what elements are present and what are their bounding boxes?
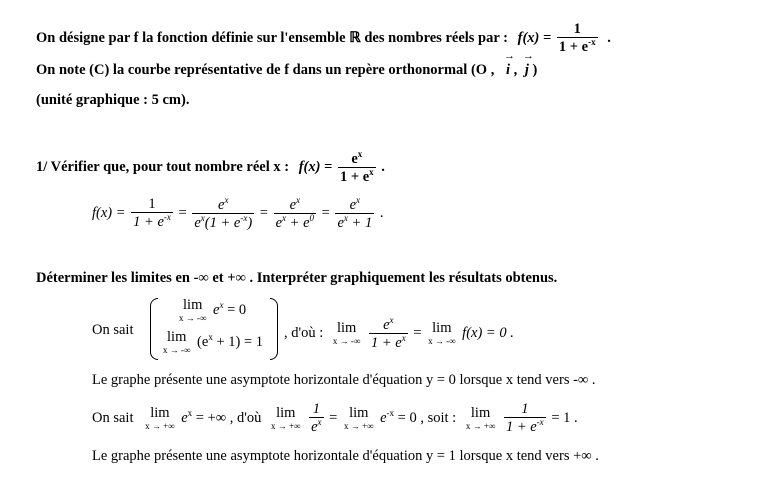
calc-f3-den (274, 213, 316, 231)
calc-f4-den-exp: x (343, 213, 348, 224)
calc-f4-den-b: + 1 (347, 215, 373, 232)
dou-text: , d'où : (284, 325, 324, 342)
q1-numerator (349, 150, 364, 167)
comma: , (513, 62, 518, 78)
l4-lim-sub: x → +∞ (270, 420, 301, 431)
intro-line-3: (unité graphique : 5 cm). (36, 92, 190, 108)
intro-line-2 (36, 62, 537, 79)
l3-limit (145, 406, 175, 431)
calc-fraction-3 (274, 196, 316, 231)
fx-den-text: 1 + e (558, 39, 589, 56)
l4-fraction (309, 402, 323, 435)
q1-fraction (338, 150, 376, 185)
r2-lim-text: lim (432, 320, 452, 337)
calc-f2-den-b: (1 + e (204, 215, 241, 232)
l5-lim-text: lim (349, 405, 369, 422)
sys1-expr-b: = 0 (223, 301, 247, 318)
calc-lhs: f(x) = (92, 205, 126, 222)
l3-expr-a: e (181, 410, 188, 427)
sys1-lim-text: lim (183, 297, 203, 313)
vector-j: → j (525, 62, 529, 79)
sys2-expr-b: + 1) = 1 (212, 333, 263, 350)
calc-fraction-1 (131, 197, 173, 230)
fx-fraction (557, 22, 598, 55)
intro-dot: . (607, 30, 611, 47)
l6-fraction (504, 402, 546, 435)
calc-end: . (379, 205, 384, 222)
l3-expr (181, 410, 261, 426)
sys2-lim-text: lim (167, 329, 187, 345)
q1-num-exp: x (357, 149, 363, 159)
vector-i: → i (506, 62, 510, 79)
left-brace (150, 298, 158, 360)
l6-den-text: 1 + e (505, 419, 537, 436)
calc-f4-num-exp: x (356, 195, 361, 205)
limit-line-plus-inf (92, 402, 578, 435)
l5-limit (344, 406, 374, 431)
calc-f2-den-a: e (194, 215, 201, 232)
calc-f1-den-text: 1 + e (133, 214, 164, 231)
calc-f3-den-b: + e (286, 215, 310, 232)
q1-calculation (92, 196, 383, 231)
calc-f4-num (348, 196, 362, 213)
calc-f1-num: 1 (148, 196, 156, 212)
system-line-2 (160, 330, 263, 355)
calc-f3-num (288, 196, 302, 213)
q1-den-text: 1 + e (339, 169, 370, 186)
calc-f2-den-exp1: x (200, 213, 205, 224)
r-eq: = (413, 325, 422, 342)
l5-expr-exp: -x (386, 408, 395, 419)
sys2-expr-a: (e (197, 333, 209, 350)
r2-expr: f(x) = 0 . (462, 325, 514, 342)
r-num (381, 316, 395, 333)
calc-f1-den-exp: -x (163, 212, 171, 223)
limits-title: Déterminer les limites en -∞ et +∞ . Interpréter graphiquement les résultats obtenus. (36, 270, 558, 286)
r-den-exp: x (401, 333, 406, 344)
calc-eq-1: = (178, 205, 187, 222)
l6-lim-sub: x → +∞ (465, 420, 496, 431)
l3-expr-b: = +∞ , d'où (192, 410, 262, 427)
calc-eq-3: = (321, 205, 330, 222)
calc-f1-den (131, 212, 173, 230)
q1-dot: . (381, 159, 385, 176)
l5-expr (380, 410, 456, 426)
sys2-lim-sub: x → -∞ (163, 344, 191, 355)
sys2-expr-exp: x (208, 331, 213, 342)
calc-f2-den-c: ) (247, 215, 253, 232)
l3-expr-exp: x (187, 408, 193, 419)
r2-lim-sub: x → -∞ (428, 335, 456, 346)
calc-f4-den (335, 213, 374, 231)
r-num-exp: x (389, 315, 394, 325)
calc-f4-num-text: e (349, 197, 357, 213)
sys2-limit (163, 330, 190, 355)
fx-numerator: 1 (573, 21, 581, 37)
l4-eq: = (329, 410, 338, 427)
fx-denominator (557, 37, 598, 55)
calc-f2-num (216, 196, 230, 213)
l3-lim-text: lim (150, 405, 170, 422)
sys2-expr (197, 331, 263, 350)
r-den (369, 333, 408, 351)
sys1-lim-sub: x → -∞ (179, 312, 207, 323)
l4-lim-text: lim (276, 405, 296, 422)
on-sait-2: On sait (92, 410, 134, 427)
intro-text: On désigne par f la fonction définie sur l'ensemble ℝ des nombres réels par : (36, 30, 509, 47)
l5-expr-a: e (380, 410, 387, 427)
l6-limit (466, 406, 496, 431)
l4-den-text: e (311, 419, 318, 436)
fx-den-exp: -x (588, 37, 596, 48)
on-sait-label: On sait (92, 322, 134, 338)
q1-den-exp: x (369, 167, 374, 178)
close-paren: ) (532, 62, 538, 78)
calc-f2-num-text: e (218, 197, 225, 213)
calc-f3-den-exp2: 0 (309, 213, 315, 224)
intro-text-2: On note (C) la courbe représentative de f dans un repère orthonormal (O , (36, 62, 495, 78)
r-lim-sub: x → -∞ (332, 335, 361, 346)
sys1-limit (179, 298, 206, 323)
q1-lhs: f(x) = (298, 159, 333, 176)
question-1-title: 1/ Vérifier que, pour tout nombre réel x : (36, 159, 290, 176)
fx-lhs: f(x) = (517, 30, 552, 47)
l5-lim-sub: x → +∞ (343, 420, 374, 431)
q1-num-text: e (351, 151, 358, 167)
calc-f2-num-exp: x (224, 195, 229, 205)
right-brace (270, 298, 278, 360)
l6-den-exp: -x (536, 417, 544, 428)
question-1 (36, 150, 385, 185)
interpretation-2: Le graphe présente une asymptote horizontale d'équation y = 1 lorsque x tend vers +∞ . (92, 448, 599, 464)
system-line-1 (176, 298, 246, 323)
l6-expr: = 1 . (551, 410, 578, 427)
sys1-expr-a: e (213, 301, 220, 318)
calc-f3-den-exp1: x (282, 213, 287, 224)
r-fraction (369, 316, 408, 351)
calc-eq-2: = (259, 205, 268, 222)
l6-lim-text: lim (470, 405, 491, 422)
l4-den (309, 417, 323, 435)
calc-f2-den-exp2: -x (240, 213, 248, 224)
q1-denominator (338, 167, 376, 185)
l5-expr-b: = 0 , soit : (394, 410, 457, 427)
l6-num: 1 (521, 401, 529, 417)
r-lim-text: lim (336, 320, 357, 337)
calc-fraction-2 (192, 196, 254, 231)
calc-f3-num-text: e (289, 197, 297, 213)
r-limit (333, 321, 360, 346)
sys1-expr (213, 299, 247, 318)
l4-num: 1 (312, 401, 320, 417)
l6-den (504, 417, 546, 435)
calc-f3-den-a: e (275, 215, 283, 232)
r-num-text: e (383, 317, 390, 333)
l4-limit (271, 406, 301, 431)
calc-f3-num-exp: x (296, 195, 301, 205)
r2-limit (428, 321, 455, 346)
calc-fraction-4 (335, 196, 374, 231)
l4-den-exp: x (317, 417, 322, 428)
l3-lim-sub: x → +∞ (145, 420, 175, 431)
calc-f2-den (192, 213, 254, 231)
r-den-text: 1 + e (370, 335, 402, 352)
limit-result-1 (284, 316, 514, 351)
sys1-expr-exp: x (219, 299, 224, 310)
calc-f4-den-a: e (337, 215, 344, 232)
interpretation-1: Le graphe présente une asymptote horizontale d'équation y = 0 lorsque x tend vers -∞ . (92, 372, 596, 388)
